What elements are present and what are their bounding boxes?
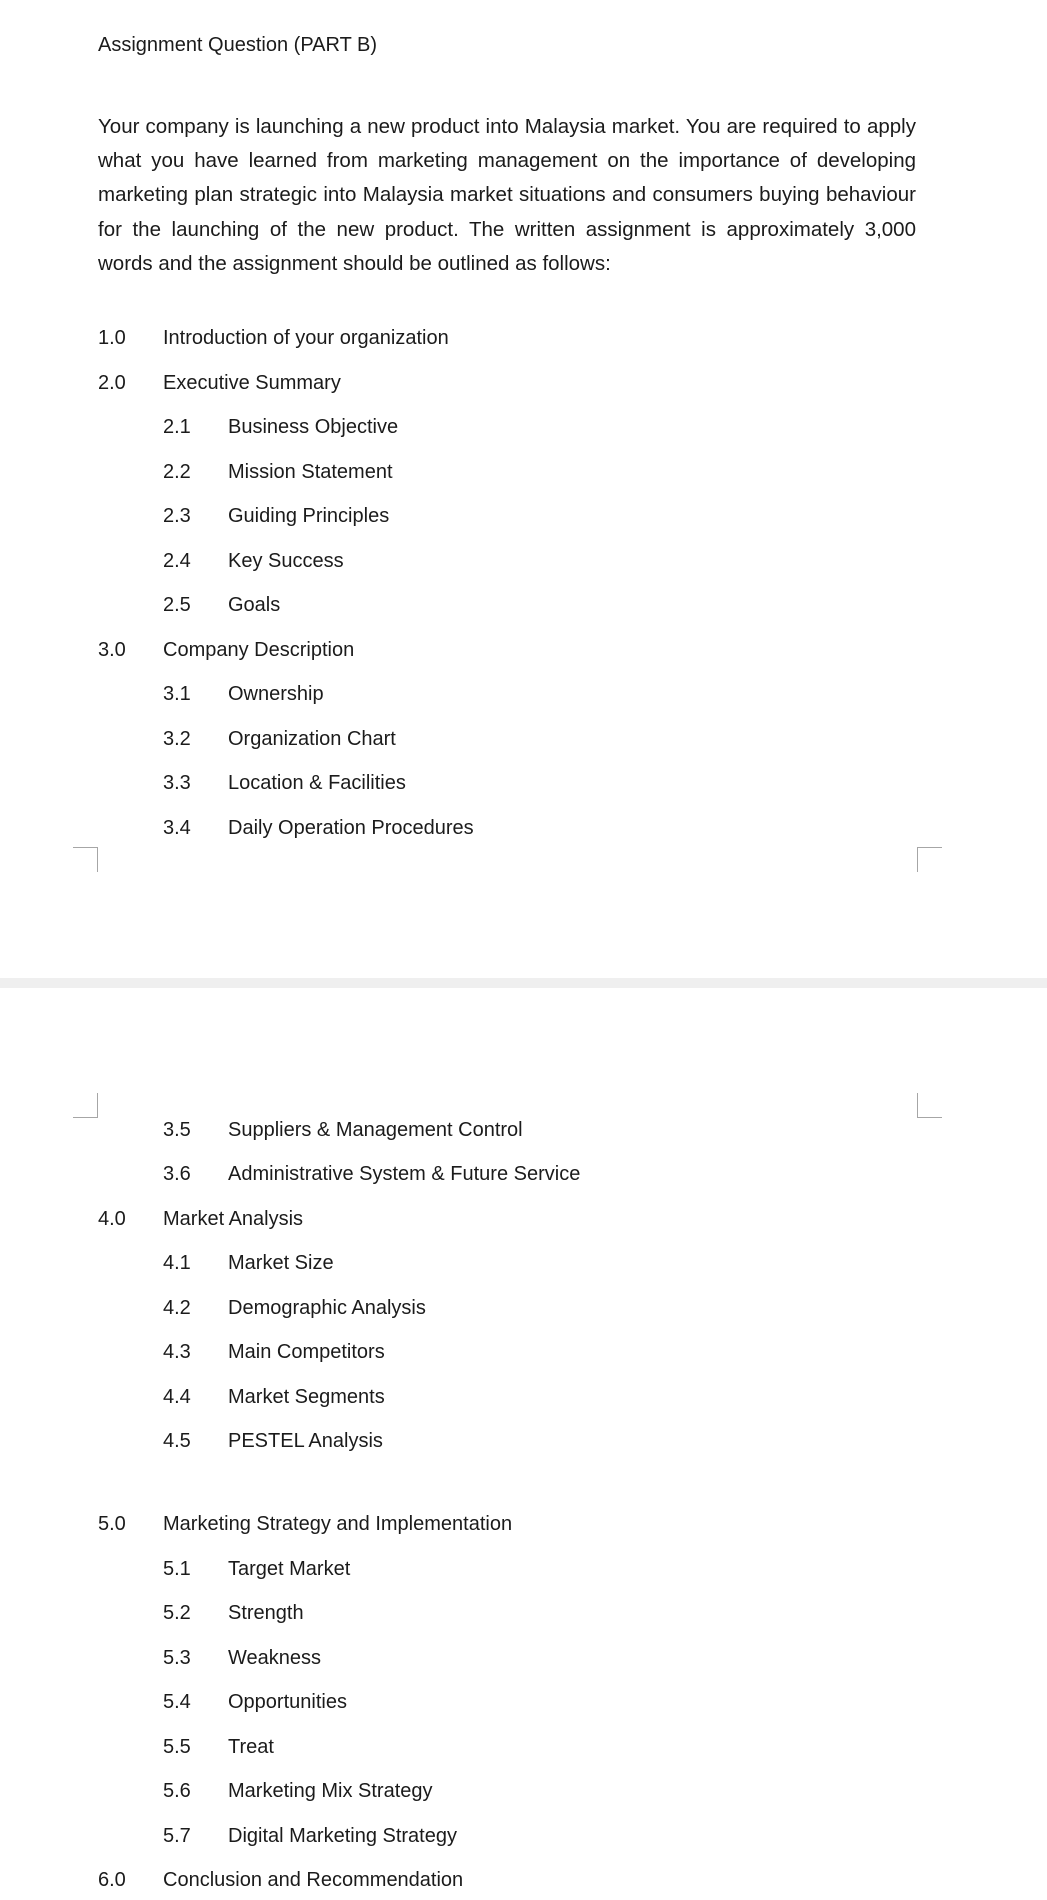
outline-item-number: 5.0 <box>98 1513 126 1535</box>
outline-item-text: Target Market <box>228 1558 351 1580</box>
outline-item-number: 2.5 <box>163 594 191 616</box>
outline-item-text: Opportunities <box>228 1691 347 1713</box>
outline-item-text: Market Segments <box>228 1386 385 1408</box>
outline-item-number: 4.3 <box>163 1341 191 1363</box>
outline-item-text: Market Analysis <box>163 1208 304 1230</box>
outline-item-number: 5.3 <box>163 1647 191 1669</box>
outline-item-number: 2.3 <box>163 505 191 527</box>
page-margin-marker <box>917 1093 942 1118</box>
outline-item-text: PESTEL Analysis <box>228 1430 383 1452</box>
outline-item-text: Strength <box>228 1602 304 1624</box>
outline-item-text: Conclusion and Recommendation <box>163 1869 464 1891</box>
outline-item-number: 3.3 <box>163 772 191 794</box>
outline-item-text: Company Description <box>163 639 355 661</box>
outline-item-number: 4.2 <box>163 1297 191 1319</box>
outline-item-text: Executive Summary <box>163 372 341 394</box>
outline-item-number: 5.7 <box>163 1825 191 1847</box>
outline-item-number: 2.1 <box>163 416 191 438</box>
outline-item-number: 4.1 <box>163 1252 191 1274</box>
outline-item-text: Organization Chart <box>228 728 396 750</box>
outline-item-text: Marketing Mix Strategy <box>228 1780 433 1802</box>
outline-item-text: Digital Marketing Strategy <box>228 1825 457 1847</box>
page-break <box>0 978 1047 988</box>
outline-item-text: Administrative System & Future Service <box>228 1163 581 1185</box>
outline-item-number: 5.2 <box>163 1602 191 1624</box>
outline-item-number: 3.0 <box>98 639 126 661</box>
assignment-title: Assignment Question (PART B) <box>98 34 378 56</box>
outline-item-number: 6.0 <box>98 1869 126 1891</box>
outline-item-number: 2.0 <box>98 372 126 394</box>
outline-item-number: 3.6 <box>163 1163 191 1185</box>
outline-item-text: Guiding Principles <box>228 505 390 527</box>
page-margin-marker <box>917 847 942 872</box>
outline-item-text: Main Competitors <box>228 1341 385 1363</box>
outline-item-number: 3.1 <box>163 683 191 705</box>
outline-item-text: Market Size <box>228 1252 334 1274</box>
outline-item-text: Ownership <box>228 683 324 705</box>
outline-item-text: Marketing Strategy and Implementation <box>163 1513 513 1535</box>
page-margin-marker <box>73 847 98 872</box>
outline-item-number: 4.5 <box>163 1430 191 1452</box>
outline-item-number: 5.5 <box>163 1736 191 1758</box>
outline-item-text: Business Objective <box>228 416 399 438</box>
outline-item-text: Key Success <box>228 550 344 572</box>
outline-item-number: 1.0 <box>98 327 126 349</box>
outline-item-text: Treat <box>228 1736 274 1758</box>
outline-item-number: 5.6 <box>163 1780 191 1802</box>
outline-item-number: 4.0 <box>98 1208 126 1230</box>
outline-item-number: 5.1 <box>163 1558 191 1580</box>
outline-item-number: 4.4 <box>163 1386 191 1408</box>
outline-item-number: 5.4 <box>163 1691 191 1713</box>
outline-item-number: 3.2 <box>163 728 191 750</box>
page-margin-marker <box>73 1093 98 1118</box>
outline-item-text: Introduction of your organization <box>163 327 449 349</box>
assignment-instructions: Your company is launching a new product into Malaysia market. You are required to apply what you have learned from marketing management on the importance of developing marketing plan strategic into Malaysia market situations and consumers buying behaviour for the launching of the new product. The written assignment is approximately 3,000 words and the assignment should be outlined as follows: <box>98 115 916 275</box>
outline-item-text: Demographic Analysis <box>228 1297 426 1319</box>
outline-item-number: 2.4 <box>163 550 191 572</box>
outline-item-number: 3.5 <box>163 1119 191 1141</box>
outline-item-text: Mission Statement <box>228 461 393 483</box>
document-page-2 <box>0 988 1047 1900</box>
outline-item-text: Daily Operation Procedures <box>228 817 474 839</box>
outline-item-text: Goals <box>228 594 281 616</box>
outline-item-number: 3.4 <box>163 817 191 839</box>
outline-item-text: Location & Facilities <box>228 772 406 794</box>
outline-item-number: 2.2 <box>163 461 191 483</box>
outline-item-text: Suppliers & Management Control <box>228 1119 523 1141</box>
outline-item-text: Weakness <box>228 1647 322 1669</box>
